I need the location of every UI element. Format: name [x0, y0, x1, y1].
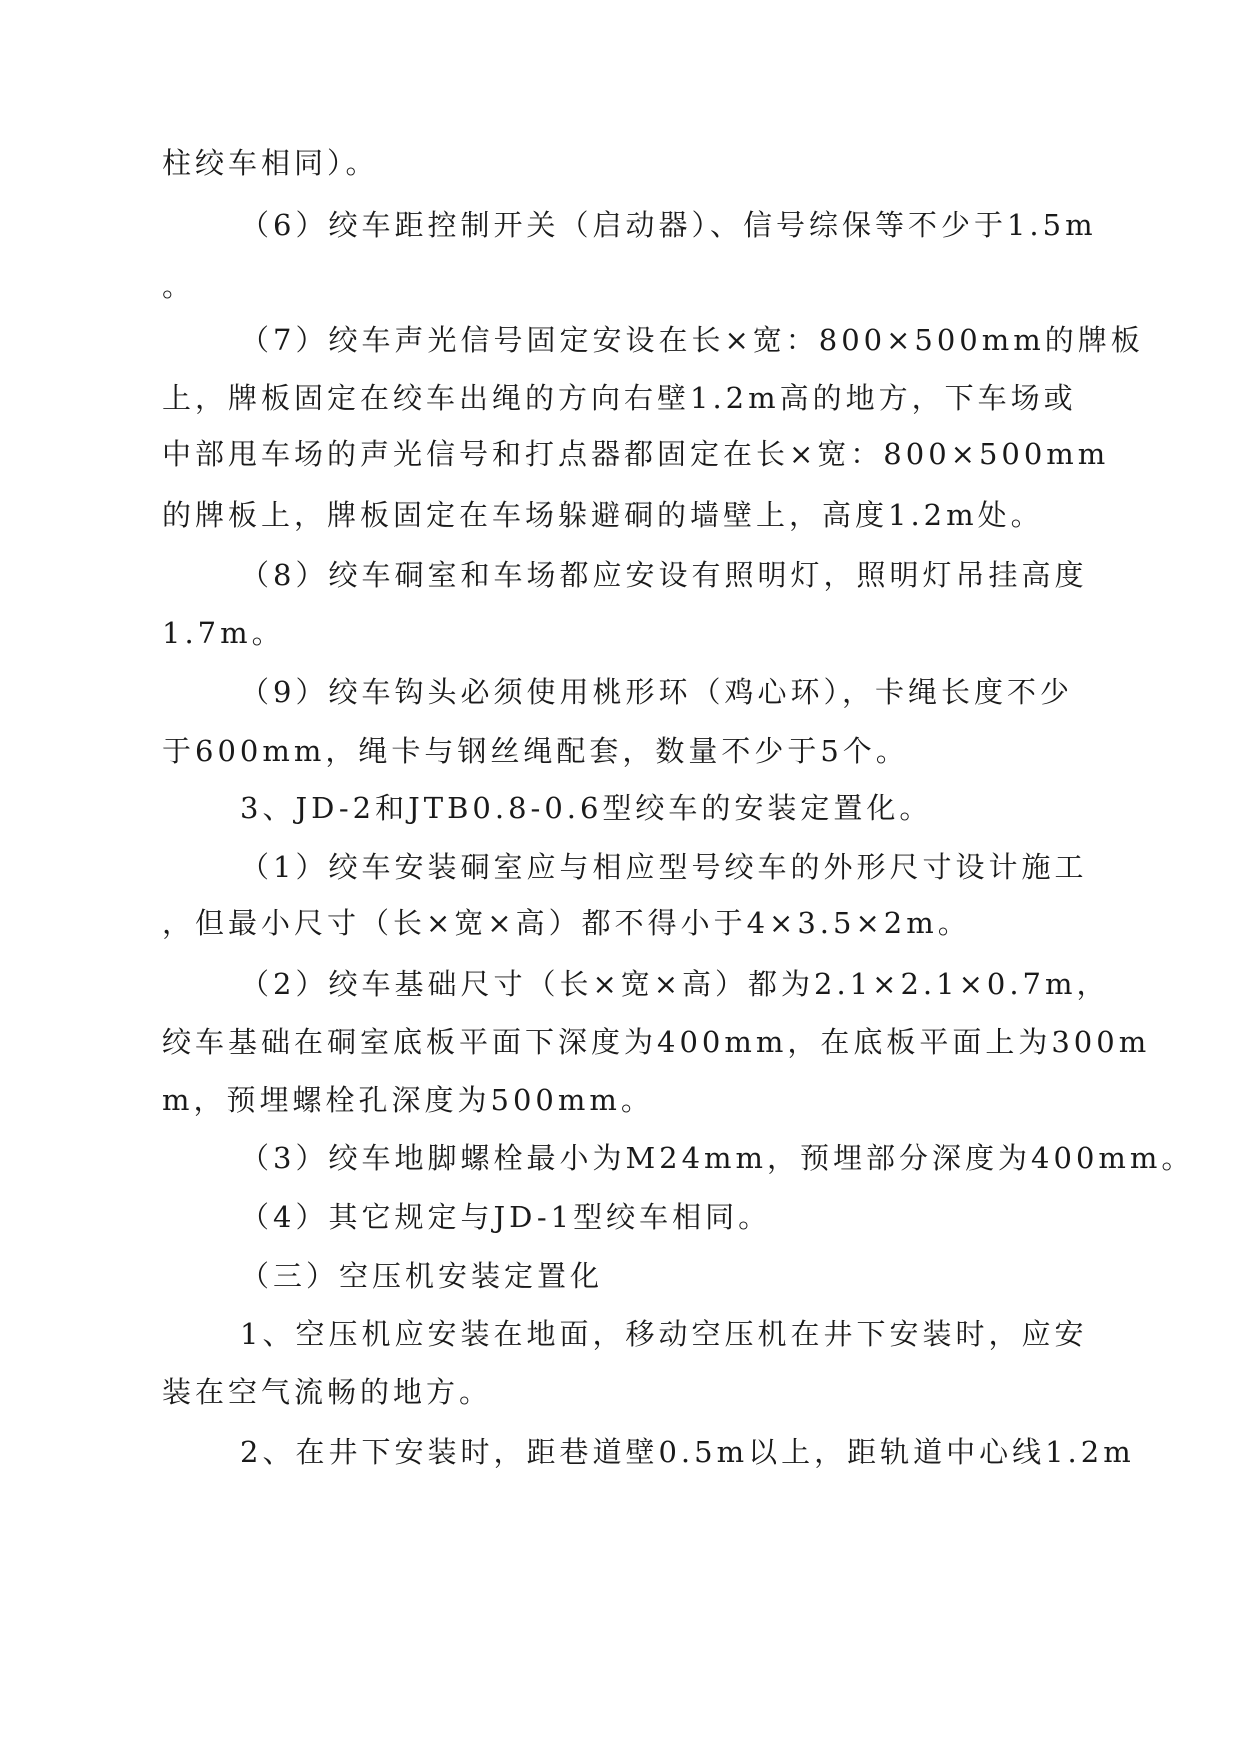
text-line: （6）绞车距控制开关（启动器）、信号综保等不少于1.5m — [240, 208, 1097, 242]
text-line: （3）绞车地脚螺栓最小为M24mm，预埋部分深度为400mm。 — [240, 1141, 1195, 1175]
text-line: （7）绞车声光信号固定安设在长×宽：800×500mm的牌板 — [240, 323, 1144, 357]
text-line: （9）绞车钩头必须使用桃形环（鸡心环），卡绳长度不少 — [240, 675, 1073, 709]
text-line: m，预埋螺栓孔深度为500mm。 — [162, 1083, 654, 1117]
text-line: 的牌板上，牌板固定在车场躲避硐的墙壁上，高度1.2m处。 — [162, 498, 1044, 532]
text-line: 1.7m。 — [162, 616, 285, 650]
text-line: （4）其它规定与JD-1型绞车相同。 — [240, 1200, 772, 1234]
text-line: 1、空压机应安装在地面，移动空压机在井下安装时，应安 — [240, 1317, 1088, 1351]
text-line: ，但最小尺寸（长×宽×高）都不得小于4×3.5×2m。 — [162, 906, 971, 940]
text-line: 绞车基础在硐室底板平面下深度为400mm，在底板平面上为300m — [162, 1025, 1151, 1059]
text-line: 上，牌板固定在绞车出绳的方向右壁1.2m高的地方，下车场或 — [162, 381, 1077, 415]
text-line: 中部甩车场的声光信号和打点器都固定在长×宽：800×500mm — [162, 437, 1110, 471]
text-line: 装在空气流畅的地方。 — [162, 1375, 493, 1409]
text-line: 2、在井下安装时，距巷道壁0.5m以上，距轨道中心线1.2m — [240, 1435, 1135, 1469]
text-line: （8）绞车硐室和车场都应安设有照明灯，照明灯吊挂高度 — [240, 558, 1088, 592]
text-line: （1）绞车安装硐室应与相应型号绞车的外形尺寸设计施工 — [240, 850, 1088, 884]
text-line: 柱绞车相同）。 — [162, 146, 379, 180]
text-line: 3、JD-2和JTB0.8-0.6型绞车的安装定置化。 — [240, 791, 933, 825]
text-line: 。 — [162, 269, 196, 303]
text-line: （2）绞车基础尺寸（长×宽×高）都为2.1×2.1×0.7m， — [240, 967, 1110, 1001]
text-line: 于600mm，绳卡与钢丝绳配套，数量不少于5个。 — [162, 734, 909, 768]
text-line: （三）空压机安装定置化 — [240, 1259, 604, 1293]
